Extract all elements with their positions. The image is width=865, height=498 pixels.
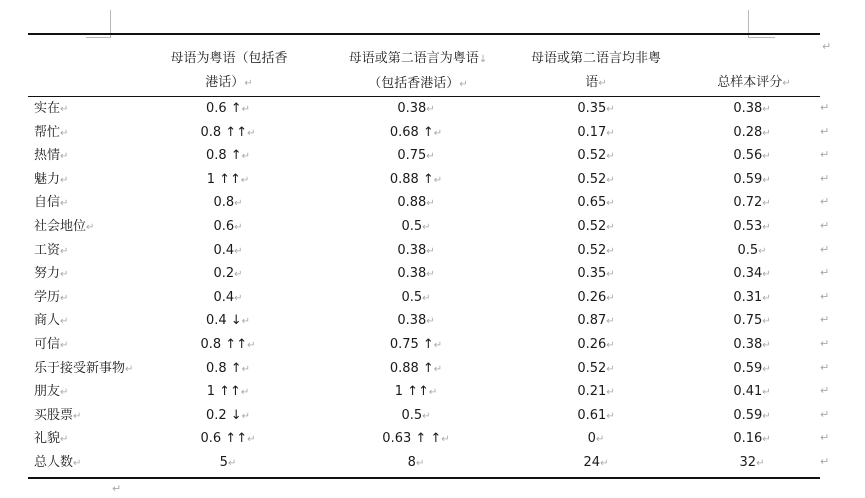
- paragraph-mark: ↵: [606, 340, 615, 351]
- paragraph-mark: ↵: [247, 434, 256, 445]
- cell-text: 1 ↑↑: [206, 384, 241, 399]
- paragraph-mark: ↵: [433, 175, 443, 186]
- paragraph-mark: ↵: [433, 340, 443, 351]
- row-end-mark: ↵: [820, 219, 830, 232]
- cell-non-cantonese[interactable]: [514, 333, 678, 357]
- table-row: [28, 333, 820, 356]
- paragraph-mark: ↵: [60, 340, 69, 351]
- cell-text: 0.52: [577, 148, 607, 163]
- cell-non-cantonese[interactable]: [514, 239, 678, 263]
- cell-text: 魅力: [34, 172, 61, 187]
- cell-text: 乐于接受新事物: [34, 361, 126, 376]
- cell-total-sample[interactable]: [688, 286, 816, 310]
- row-end-mark: ↵: [820, 384, 830, 397]
- cell-text: 1 ↑↑: [206, 172, 241, 187]
- cell-text: 学历: [34, 290, 61, 305]
- row-end-mark: ↵: [820, 455, 830, 468]
- paragraph-mark: ↵: [60, 128, 69, 139]
- table-row: [28, 215, 820, 238]
- cell-native-cantonese[interactable]: [148, 97, 308, 121]
- paragraph-mark: ↵: [234, 198, 243, 209]
- paragraph-mark: ↵: [241, 151, 251, 162]
- cell-text: 0.5: [401, 290, 423, 305]
- paragraph-mark: ↵: [762, 387, 771, 398]
- cell-text: 0.8 ↑: [205, 148, 242, 163]
- cell-text: 0.38: [397, 101, 427, 116]
- table-row: [28, 97, 820, 120]
- row-label[interactable]: [34, 380, 68, 404]
- paragraph-mark: ↵: [125, 364, 134, 375]
- cell-native-or-second-cantonese[interactable]: [328, 262, 504, 286]
- paragraph-mark: ↵: [762, 104, 771, 115]
- paragraph-mark: ↵: [241, 364, 251, 375]
- cell-non-cantonese[interactable]: [514, 191, 678, 215]
- cell-total-sample[interactable]: [688, 404, 816, 428]
- table-row: [28, 144, 820, 167]
- row-label[interactable]: [34, 262, 68, 286]
- cell-text: 0.75: [733, 313, 763, 328]
- row-end-mark: ↵: [820, 290, 830, 303]
- cell-text: 0.59: [733, 361, 763, 376]
- cell-native-or-second-cantonese[interactable]: [328, 427, 504, 451]
- cell-text: 买股票: [34, 408, 74, 423]
- cell-text: 0.6 ↑↑: [200, 431, 248, 446]
- cell-total-sample[interactable]: [688, 191, 816, 215]
- cell-total-sample[interactable]: [688, 380, 816, 404]
- table-row: [28, 239, 820, 262]
- header-native-or-second-cantonese[interactable]: [330, 47, 506, 97]
- table-row: [28, 309, 820, 332]
- paragraph-mark: ↵: [595, 434, 605, 445]
- cell-text: 热情: [34, 148, 61, 163]
- paragraph-mark: ↵: [606, 222, 615, 233]
- cell-native-or-second-cantonese[interactable]: [328, 144, 504, 168]
- cell-native-or-second-cantonese[interactable]: [328, 121, 504, 145]
- row-end-mark: ↵: [820, 148, 830, 161]
- paragraph-mark: ↵: [112, 482, 122, 495]
- header-text: 港话）: [205, 75, 245, 90]
- table-row: [28, 262, 820, 285]
- paragraph-mark: ↵: [241, 316, 251, 327]
- cell-text: 实在: [34, 101, 61, 116]
- cell-native-or-second-cantonese[interactable]: [328, 215, 504, 239]
- cell-text: 0.53: [733, 219, 763, 234]
- cell-text: 0.5: [401, 408, 423, 423]
- crop-mark-top-right-horizontal: [748, 37, 775, 38]
- table-row: [28, 286, 820, 309]
- cell-non-cantonese[interactable]: [514, 427, 678, 451]
- row-end-mark: ↵: [820, 361, 830, 374]
- cell-text: 0.72: [733, 195, 763, 210]
- paragraph-mark: ↵: [762, 269, 771, 280]
- cell-total-sample[interactable]: [688, 215, 816, 239]
- paragraph-mark: ↵: [606, 364, 615, 375]
- cell-native-or-second-cantonese[interactable]: [328, 333, 504, 357]
- paragraph-mark: ↵: [606, 293, 615, 304]
- paragraph-mark: ↵: [234, 222, 243, 233]
- cell-non-cantonese[interactable]: [514, 168, 678, 192]
- header-text: 母语为粤语（包括香: [170, 51, 288, 66]
- row-end-mark: ↵: [820, 243, 830, 256]
- cell-non-cantonese[interactable]: [514, 404, 678, 428]
- cell-text: 0.26: [577, 290, 607, 305]
- cell-text: 商人: [34, 313, 61, 328]
- paragraph-mark: ↵: [426, 246, 435, 257]
- paragraph-mark: ↵: [598, 78, 607, 89]
- cell-native-cantonese[interactable]: [148, 404, 308, 428]
- row-end-mark: ↵: [820, 101, 830, 114]
- cell-native-cantonese[interactable]: [148, 309, 308, 333]
- cell-non-cantonese[interactable]: [514, 380, 678, 404]
- cell-text: 0.68 ↑: [389, 125, 434, 140]
- row-label[interactable]: [34, 286, 68, 310]
- row-label[interactable]: [34, 239, 68, 263]
- header-text: 母语或第二语言均非粤: [530, 51, 661, 66]
- paragraph-mark: ↵: [415, 458, 425, 469]
- cell-text: 可信: [34, 337, 61, 352]
- cell-text: 社会地位: [34, 219, 87, 234]
- cell-total-sample[interactable]: [688, 333, 816, 357]
- cell-text: 0.38: [733, 337, 763, 352]
- cell-text: 0.6 ↑: [205, 101, 242, 116]
- cell-text: 总人数: [34, 455, 74, 470]
- paragraph-mark: ↵: [433, 364, 443, 375]
- cell-total-sample[interactable]: [688, 427, 816, 451]
- cell-text: 0.35: [577, 101, 607, 116]
- cell-native-or-second-cantonese[interactable]: [328, 239, 504, 263]
- cell-text: 0.88 ↑: [389, 172, 434, 187]
- paragraph-mark: ↵: [762, 316, 771, 327]
- paragraph-mark: ↵: [822, 40, 832, 53]
- paragraph-mark: ↵: [247, 128, 256, 139]
- row-end-mark: ↵: [820, 337, 830, 350]
- row-label[interactable]: [34, 427, 68, 451]
- cell-text: 0.75 ↑: [389, 337, 434, 352]
- cell-native-cantonese[interactable]: [148, 333, 308, 357]
- paragraph-mark: ↵: [762, 222, 771, 233]
- paragraph-mark: ↵: [241, 411, 251, 422]
- cell-text: 0.16: [733, 431, 763, 446]
- cell-text: 0.26: [577, 337, 607, 352]
- cell-native-cantonese[interactable]: [148, 121, 308, 145]
- paragraph-mark: ↵: [234, 269, 243, 280]
- row-end-mark: ↵: [820, 313, 830, 326]
- cell-native-cantonese[interactable]: [148, 262, 308, 286]
- cell-text: 0.4 ↓: [205, 313, 242, 328]
- cell-text: 0.88 ↑: [389, 361, 434, 376]
- cell-native-or-second-cantonese[interactable]: [328, 309, 504, 333]
- paragraph-mark: ↵: [758, 246, 767, 257]
- cell-text: 0.2: [213, 266, 235, 281]
- row-label[interactable]: [34, 404, 81, 428]
- paragraph-mark: ↵: [600, 458, 609, 469]
- paragraph-mark: ↵: [762, 411, 771, 422]
- cell-non-cantonese[interactable]: [514, 97, 678, 121]
- paragraph-mark: ↵: [606, 151, 615, 162]
- paragraph-mark: ↵: [60, 104, 69, 115]
- paragraph-mark: ↵: [762, 151, 771, 162]
- cell-text: 0.35: [577, 266, 607, 281]
- cell-text: 0.34: [733, 266, 763, 281]
- cell-native-or-second-cantonese[interactable]: [328, 286, 504, 310]
- cell-non-cantonese[interactable]: [514, 262, 678, 286]
- paragraph-mark: ↵: [422, 411, 431, 422]
- cell-native-cantonese[interactable]: [148, 239, 308, 263]
- cell-non-cantonese[interactable]: [514, 286, 678, 310]
- cell-text: 0.38: [397, 266, 427, 281]
- cell-native-cantonese[interactable]: [148, 215, 308, 239]
- cell-native-cantonese[interactable]: [148, 451, 308, 475]
- cell-text: 努力: [34, 266, 61, 281]
- paragraph-mark: ↵: [247, 340, 256, 351]
- cell-text: 0.87: [577, 313, 607, 328]
- row-label[interactable]: [34, 168, 68, 192]
- paragraph-mark: ↵: [762, 364, 771, 375]
- cell-total-sample[interactable]: [688, 168, 816, 192]
- cell-non-cantonese[interactable]: [514, 144, 678, 168]
- cell-text: 0.38: [397, 313, 427, 328]
- cell-text: 0.75: [397, 148, 427, 163]
- paragraph-mark: ↵: [60, 316, 69, 327]
- cell-native-cantonese[interactable]: [148, 144, 308, 168]
- paragraph-mark: ↵: [762, 434, 771, 445]
- cell-text: 0.2 ↓: [205, 408, 242, 423]
- header-text: 母语或第二语言为粤语: [348, 51, 479, 66]
- paragraph-mark: ↵: [606, 411, 615, 422]
- cell-text: 24: [583, 455, 601, 470]
- cell-text: 0.61: [577, 408, 607, 423]
- row-end-mark: ↵: [820, 195, 830, 208]
- paragraph-mark: ↵: [426, 104, 435, 115]
- cell-text: 0.56: [733, 148, 763, 163]
- cell-native-or-second-cantonese[interactable]: [328, 451, 504, 475]
- paragraph-mark: ↵: [73, 411, 82, 422]
- table-row: [28, 357, 820, 380]
- row-end-mark: ↵: [820, 172, 830, 185]
- cell-text: 0.65: [577, 195, 607, 210]
- paragraph-mark: ↵: [606, 246, 615, 257]
- paragraph-mark: ↵: [60, 198, 69, 209]
- paragraph-mark: ↵: [426, 198, 435, 209]
- cell-text: 0.52: [577, 243, 607, 258]
- cell-native-cantonese[interactable]: [148, 380, 308, 404]
- header-total-sample[interactable]: [690, 71, 818, 96]
- cell-total-sample[interactable]: [688, 262, 816, 286]
- cell-non-cantonese[interactable]: [514, 121, 678, 145]
- crop-mark-top-left-horizontal: [86, 37, 111, 38]
- row-end-mark: ↵: [820, 125, 830, 138]
- cell-total-sample[interactable]: [688, 144, 816, 168]
- paragraph-mark: ↵: [60, 293, 69, 304]
- cell-text: 0.52: [577, 172, 607, 187]
- paragraph-mark: ↵: [244, 78, 253, 89]
- cell-native-cantonese[interactable]: [148, 427, 308, 451]
- table-row: [28, 121, 820, 144]
- cell-text: 0.59: [733, 172, 763, 187]
- cell-text: 1 ↑↑: [394, 384, 429, 399]
- paragraph-mark: ↵: [426, 151, 435, 162]
- paragraph-mark: ↵: [428, 387, 438, 398]
- cell-text: 0.38: [733, 101, 763, 116]
- cell-text: 自信: [34, 195, 61, 210]
- header-text: （包括香港话）: [368, 76, 460, 91]
- paragraph-mark: ↵: [426, 269, 435, 280]
- paragraph-mark: ↵: [606, 269, 615, 280]
- paragraph-mark: ↵: [240, 175, 250, 186]
- paragraph-mark: ↵: [60, 269, 69, 280]
- cell-text: 0.5: [401, 219, 423, 234]
- cell-text: 0.6: [213, 219, 235, 234]
- row-label[interactable]: [34, 121, 68, 145]
- table-row: [28, 168, 820, 191]
- paragraph-mark: ↵: [422, 293, 431, 304]
- paragraph-mark: ↵: [762, 175, 771, 186]
- cell-non-cantonese[interactable]: [514, 357, 678, 381]
- cell-text: 5: [219, 455, 228, 470]
- cell-text: 8: [407, 455, 416, 470]
- table-bottom-rule: [28, 477, 820, 479]
- paragraph-mark: ↵: [234, 293, 243, 304]
- table-row: [28, 380, 820, 403]
- row-label[interactable]: [34, 144, 68, 168]
- row-label[interactable]: [34, 97, 68, 121]
- cell-text: 0.88: [397, 195, 427, 210]
- cell-text: 0.41: [733, 384, 763, 399]
- cell-native-cantonese[interactable]: [148, 357, 308, 381]
- cell-text: 0: [587, 431, 596, 446]
- table-row: [28, 451, 820, 474]
- header-text: 语: [585, 75, 599, 90]
- paragraph-mark: ↵: [606, 316, 615, 327]
- table-top-rule: [28, 33, 820, 35]
- paragraph-mark: ↵: [756, 458, 765, 469]
- row-label[interactable]: [34, 309, 68, 333]
- paragraph-mark: ↵: [433, 128, 443, 139]
- table-row: [28, 427, 820, 450]
- paragraph-mark: ↵: [60, 246, 69, 257]
- cell-native-cantonese[interactable]: [148, 168, 308, 192]
- cell-native-or-second-cantonese[interactable]: [328, 357, 504, 381]
- row-label[interactable]: [34, 191, 68, 215]
- row-label[interactable]: [34, 333, 68, 357]
- cell-text: 帮忙: [34, 125, 61, 140]
- cell-text: 0.4: [213, 290, 235, 305]
- cell-text: 工资: [34, 243, 61, 258]
- paragraph-mark: ↵: [426, 316, 435, 327]
- cell-text: 0.59: [733, 408, 763, 423]
- row-end-mark: ↵: [820, 266, 830, 279]
- cell-text: 0.21: [577, 384, 607, 399]
- cell-text: 32: [739, 455, 757, 470]
- paragraph-mark: ↵: [240, 387, 250, 398]
- cell-total-sample[interactable]: [688, 451, 816, 475]
- paragraph-mark: ↵: [234, 246, 243, 257]
- paragraph-mark: ↵: [73, 458, 82, 469]
- cell-native-or-second-cantonese[interactable]: [328, 380, 504, 404]
- cell-text: 朋友: [34, 384, 61, 399]
- row-end-mark: ↵: [820, 431, 830, 444]
- paragraph-mark: ↵: [782, 78, 791, 89]
- cell-total-sample[interactable]: [688, 357, 816, 381]
- header-non-cantonese[interactable]: [514, 47, 678, 96]
- paragraph-mark: ↵: [606, 175, 615, 186]
- line-break-mark: ↓: [478, 54, 488, 65]
- cell-native-or-second-cantonese[interactable]: [328, 404, 504, 428]
- row-label[interactable]: [34, 215, 94, 239]
- cell-total-sample[interactable]: [688, 239, 816, 263]
- cell-non-cantonese[interactable]: [514, 309, 678, 333]
- paragraph-mark: ↵: [422, 222, 431, 233]
- cell-text: 0.52: [577, 361, 607, 376]
- cell-native-or-second-cantonese[interactable]: [328, 97, 504, 121]
- paragraph-mark: ↵: [459, 79, 468, 90]
- table-row: [28, 404, 820, 427]
- cell-text: 0.8: [213, 195, 235, 210]
- cell-non-cantonese[interactable]: [514, 215, 678, 239]
- paragraph-mark: ↵: [762, 198, 771, 209]
- cell-text: 0.17: [577, 125, 607, 140]
- row-end-mark: ↵: [820, 408, 830, 421]
- paragraph-mark: ↵: [606, 198, 615, 209]
- cell-total-sample[interactable]: [688, 309, 816, 333]
- row-label[interactable]: [34, 451, 81, 475]
- cell-native-or-second-cantonese[interactable]: [328, 191, 504, 215]
- cell-text: 0.5: [737, 243, 759, 258]
- paragraph-mark: ↵: [60, 175, 69, 186]
- paragraph-mark: ↵: [606, 387, 615, 398]
- paragraph-mark: ↵: [606, 104, 615, 115]
- header-native-cantonese[interactable]: [148, 47, 310, 96]
- paragraph-mark: ↵: [441, 434, 450, 445]
- cell-native-cantonese[interactable]: [148, 286, 308, 310]
- cell-text: 0.63 ↑ ↑: [382, 431, 442, 446]
- paragraph-mark: ↵: [60, 151, 69, 162]
- cell-non-cantonese[interactable]: [514, 451, 678, 475]
- header-text: 总样本评分: [717, 75, 783, 90]
- paragraph-mark: ↵: [241, 104, 251, 115]
- cell-total-sample[interactable]: [688, 97, 816, 121]
- cell-text: 0.31: [733, 290, 763, 305]
- paragraph-mark: ↵: [762, 293, 771, 304]
- cell-text: 0.8 ↑: [205, 361, 242, 376]
- table-row: [28, 191, 820, 214]
- cell-text: 0.8 ↑↑: [200, 337, 248, 352]
- paragraph-mark: ↵: [762, 128, 771, 139]
- cell-text: 0.4: [213, 243, 235, 258]
- paragraph-mark: ↵: [60, 387, 69, 398]
- cell-text: 0.28: [733, 125, 763, 140]
- cell-text: 礼貌: [34, 431, 61, 446]
- paragraph-mark: ↵: [762, 340, 771, 351]
- paragraph-mark: ↵: [60, 434, 69, 445]
- cell-text: 0.8 ↑↑: [200, 125, 248, 140]
- cell-total-sample[interactable]: [688, 121, 816, 145]
- cell-text: 0.38: [397, 243, 427, 258]
- paragraph-mark: ↵: [86, 222, 95, 233]
- cell-native-cantonese[interactable]: [148, 191, 308, 215]
- cell-native-or-second-cantonese[interactable]: [328, 168, 504, 192]
- cell-text: 0.52: [577, 219, 607, 234]
- row-label[interactable]: [34, 357, 133, 381]
- paragraph-mark: ↵: [227, 458, 237, 469]
- paragraph-mark: ↵: [606, 128, 615, 139]
